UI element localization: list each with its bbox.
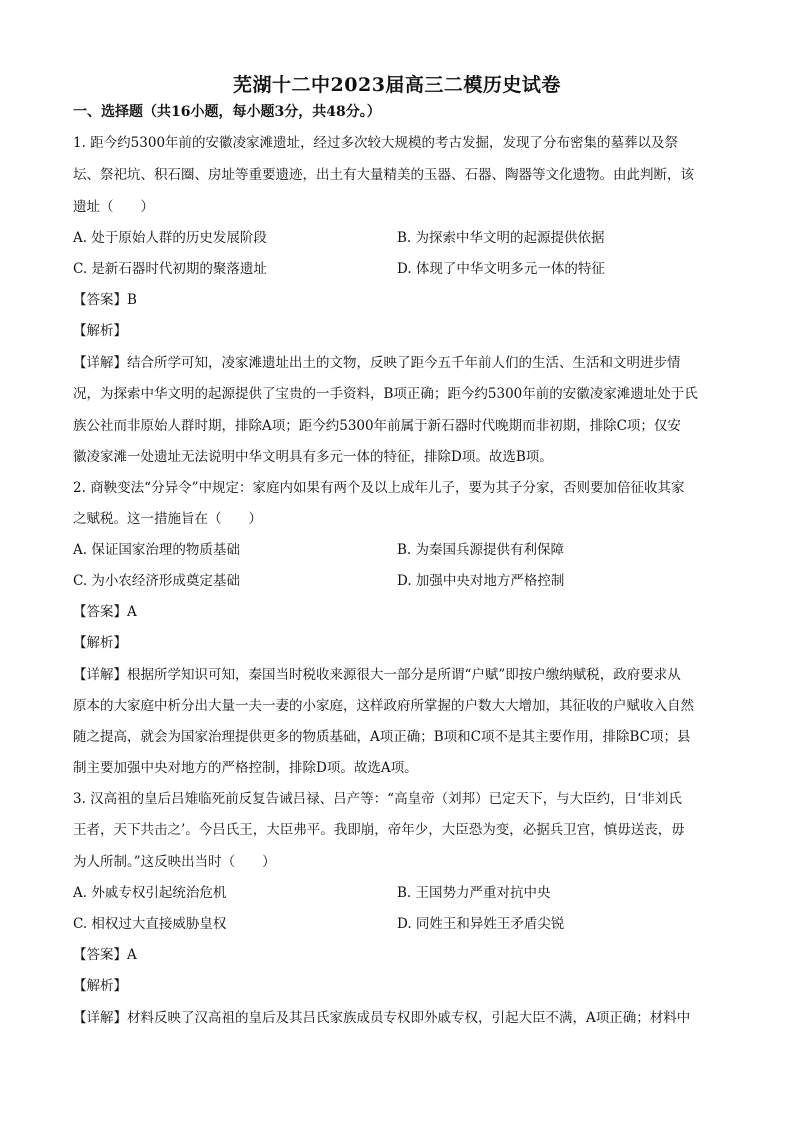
q3-analysis-label: 【解析】: [73, 978, 127, 994]
q1-answer: 【答案】B: [73, 292, 137, 308]
q3-option-b: B. 王国势力严重对抗中央: [397, 885, 551, 901]
q1-stem-line-3: 遗址（ ）: [73, 199, 154, 215]
q2-answer: 【答案】A: [73, 604, 137, 620]
q1-option-b: B. 为探索中华文明的起源提供依据: [397, 230, 605, 246]
q1-detail-line-1: 【详解】结合所学可知，凌家滩遗址出土的文物，反映了距今五千年前人们的生活、生活和文明进步情: [73, 355, 681, 371]
q2-detail-line-2: 原本的大家庭中析分出大量一夫一妻的小家庭，这样政府所掌握的户数大大增加，其征收的户赋收入自然: [73, 698, 694, 714]
q3-stem-line-2: 王者，天下共击之’。今吕氏王，大臣弗平。我即崩，帝年少，大臣恐为变，必据兵卫宫，慎毋送丧，毋: [73, 822, 685, 838]
q2-option-a: A. 保证国家治理的物质基础: [73, 542, 240, 558]
q1-detail-line-3: 族公社而非原始人群时期，排除A项；距今约5300年前属于新石器时代晚期而非初期，排除C项；仅安: [73, 418, 681, 434]
q1-detail-line-4: 徽凌家滩一处遗址无法说明中华文明具有多元一体的特征，排除D项。故选B项。: [73, 449, 553, 465]
q1-stem-line-1: 1. 距今约5300年前的安徽凌家滩遗址，经过多次较大规模的考古发掘，发现了分布密集的墓葬以及祭: [73, 135, 679, 151]
q2-option-b: B. 为秦国兵源提供有利保障: [397, 542, 565, 558]
q1-detail-line-2: 况，为探索中华文明的起源提供了宝贵的一手资料，B项正确；距今约5300年前的安徽凌家滩遗址处于氏: [73, 386, 698, 402]
q3-stem-line-3: 为人所制。”这反映出当时（ ）: [73, 854, 276, 870]
q3-detail-line-1: 【详解】材料反映了汉高祖的皇后及其吕氏家族成员专权即外戚专权，引起大臣不满，A项正确；材料中: [73, 1010, 691, 1026]
section-heading: 一、选择题（共16小题，每小题3分，共48分。）: [73, 104, 381, 120]
q3-option-a: A. 外戚专权引起统治危机: [73, 885, 227, 901]
q1-stem-line-2: 坛、祭祀坑、积石圈、房址等重要遗迹，出土有大量精美的玉器、石器、陶器等文化遗物。由此判断，该: [73, 167, 694, 183]
q2-analysis-label: 【解析】: [73, 635, 127, 651]
q3-answer: 【答案】A: [73, 947, 137, 963]
q3-stem-line-1: 3. 汉高祖的皇后吕雉临死前反复告诫吕禄、吕产等：“高皇帝（刘邦）已定天下，与大臣约，日‘非刘氏: [73, 791, 682, 807]
q2-option-c: C. 为小农经济形成奠定基础: [73, 573, 240, 589]
q2-stem-line-1: 2. 商鞅变法“分异令”中规定：家庭内如果有两个及以上成年儿子，要为其子分家，否则要加倍征收其家: [73, 480, 685, 496]
q2-stem-line-2: 之赋税。这一措施旨在（ ）: [73, 511, 262, 527]
q2-detail-line-3: 随之提高，就会为国家治理提供更多的物质基础，A项正确；B项和C项不是其主要作用，排除BC项；县: [73, 729, 691, 745]
page-title: 芜湖十二中2023届高三二模历史试卷: [233, 74, 561, 96]
q1-option-a: A. 处于原始人群的历史发展阶段: [73, 230, 267, 246]
q3-option-d: D. 同姓王和异姓王矛盾尖锐: [397, 916, 565, 932]
q3-option-c: C. 相权过大直接威胁皇权: [73, 916, 227, 932]
q1-option-d: D. 体现了中华文明多元一体的特征: [397, 261, 605, 277]
q2-detail-line-4: 制主要加强中央对地方的严格控制，排除D项。故选A项。: [73, 760, 418, 776]
q2-detail-line-1: 【详解】根据所学知识可知，秦国当时税收来源很大一部分是所谓“户赋”即按户缴纳赋税，政府要求从: [73, 667, 681, 683]
q2-option-d: D. 加强中央对地方严格控制: [397, 573, 565, 589]
q1-option-c: C. 是新石器时代初期的聚落遗址: [73, 261, 267, 277]
q1-analysis-label: 【解析】: [73, 323, 127, 339]
